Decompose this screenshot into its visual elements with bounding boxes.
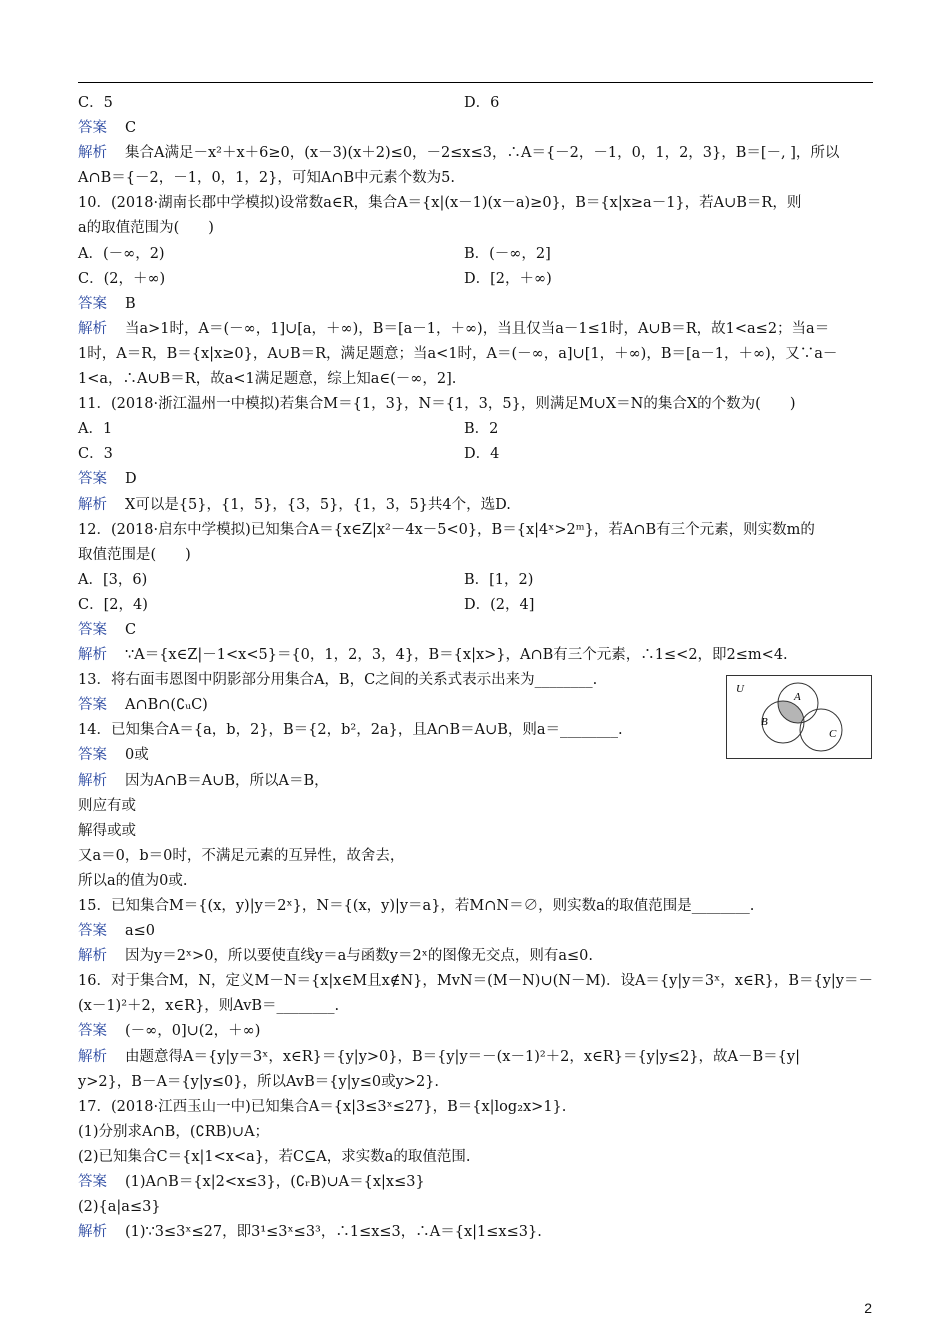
- option-row: [78, 91, 878, 116]
- text-line: 17．(2018·江西玉山一中)已知集合A＝{x|3≤3ˣ≤27}，B＝{x|log₂x>1}.: [78, 1098, 567, 1115]
- analysis-label: 解析: [78, 1048, 107, 1065]
- text-line: 13．将右面韦恩图中阴影部分用集合A，B，C之间的关系式表示出来为________.: [78, 672, 598, 689]
- venn-label-a: A: [794, 691, 801, 703]
- option-row: [78, 442, 878, 467]
- answer-label: 答案: [78, 747, 107, 764]
- text-line: (x－1)²＋2，x∈R}，则AvB＝________.: [78, 998, 340, 1015]
- answer-label: 答案: [78, 1023, 107, 1040]
- document-body: [78, 91, 878, 1245]
- header-rule: [78, 82, 873, 83]
- analysis-label: 解析: [78, 496, 107, 513]
- answer-label: 答案: [78, 621, 107, 638]
- venn-diagram: [726, 675, 872, 759]
- line-text: D: [125, 471, 137, 488]
- answer-line: [78, 292, 878, 317]
- text-line: (2){a|a≤3}: [78, 1199, 161, 1216]
- text-line: 14．已知集合A＝{a，b，2}，B＝{2，b²，2a}，且A∩B＝A∪B，则a＝________.: [78, 722, 623, 739]
- text-line: 11．(2018·浙江温州一中模拟)若集合M＝{1，3}，N＝{1，3，5}，则满足M∪X＝N的集合X的个数为( ): [78, 396, 796, 413]
- answer-label: 答案: [78, 120, 107, 137]
- option-row: [78, 267, 878, 292]
- analysis-line: [78, 141, 878, 166]
- option-left: C．[2，4): [78, 596, 148, 613]
- answer-line: [78, 919, 878, 944]
- line-text: 0或: [125, 747, 149, 764]
- line-text: 集合A满足－x²＋x＋6≥0，(x－3)(x＋2)≤0，－2≤x≤3，∴A＝{－2，－1，0，1，2，3}，B＝[－, ]，所以: [125, 145, 840, 162]
- answer-line: [78, 1170, 878, 1195]
- line-text: 因为y＝2ˣ>0，所以要使直线y＝a与函数y＝2ˣ的图像无交点，则有a≤0.: [125, 948, 593, 965]
- text-line: 则应有或: [78, 797, 136, 814]
- answer-label: 答案: [78, 1174, 107, 1191]
- answer-line: [78, 618, 878, 643]
- answer-line: [78, 693, 708, 718]
- analysis-line: [78, 317, 878, 342]
- option-left: C．5: [78, 95, 113, 111]
- option-right: B．(－∞，2]: [464, 245, 551, 262]
- analysis-label: 解析: [78, 647, 107, 664]
- answer-label: 答案: [78, 923, 107, 940]
- line-text: (1)∵3≤3ˣ≤27，即3¹≤3ˣ≤3³，∴1≤x≤3，∴A＝{x|1≤x≤3}.: [125, 1224, 542, 1241]
- analysis-line: [78, 493, 878, 518]
- text-line: 12．(2018·启东中学模拟)已知集合A＝{x∈Z|x²－4x－5<0}，B＝{x|4ˣ>2ᵐ}，若A∩B有三个元素，则实数m的: [78, 521, 815, 538]
- analysis-line: [78, 1045, 878, 1070]
- line-text: C: [125, 120, 137, 137]
- line-text: B: [125, 295, 136, 312]
- analysis-line: [78, 1220, 878, 1245]
- line-text: (－∞，0]∪(2，＋∞): [125, 1023, 261, 1040]
- text-line: 所以a的值为0或.: [78, 872, 188, 889]
- text-line: 又a＝0，b＝0时，不满足元素的互异性，故舍去，: [78, 847, 405, 864]
- answer-line: [78, 743, 708, 768]
- option-right: D．(2，4]: [464, 596, 535, 613]
- line-text: X可以是{5}，{1，5}，{3，5}，{1，3，5}共4个，选D.: [125, 496, 511, 513]
- option-right: B．2: [464, 421, 499, 438]
- line-text: 当a>1时，A＝(－∞，1]∪[a，＋∞)，B＝[a－1，＋∞)，当且仅当a－1≤1时，A∪B＝R，故1<a≤2；当a＝: [125, 320, 830, 337]
- line-text: (1)A∩B＝{x|2<x≤3}，(∁ᵣB)∪A＝{x|x≤3}: [125, 1174, 425, 1191]
- option-row: [78, 568, 878, 593]
- answer-line: [78, 467, 878, 492]
- page-number: 2: [864, 1300, 872, 1316]
- venn-label-b: B: [761, 716, 768, 728]
- text-line: 1时，A＝R，B＝{x|x≥0}，A∪B＝R，满足题意；当a<1时，A＝(－∞，a]∪[1，＋∞)，B＝[a－1，＋∞)，又∵a－: [78, 345, 838, 362]
- line-text: 由题意得A＝{y|y＝3ˣ，x∈R}＝{y|y>0}，B＝{y|y＝－(x－1)²＋2，x∈R}＝{y|y≤2}，故A－B＝{y|: [125, 1048, 800, 1065]
- analysis-line: [78, 643, 878, 668]
- line-text: a≤0: [125, 923, 156, 940]
- text-line: A∩B＝{－2，－1，0，1，2}，可知A∩B中元素个数为5.: [78, 170, 455, 187]
- text-line: 解得或或: [78, 822, 136, 839]
- text-line: 取值范围是( ): [78, 546, 191, 563]
- option-row: [78, 242, 878, 267]
- analysis-label: 解析: [78, 772, 107, 789]
- analysis-label: 解析: [78, 145, 107, 162]
- option-row: [78, 593, 878, 618]
- option-right: B．[1，2): [464, 571, 534, 588]
- option-right: D．4: [464, 446, 500, 463]
- option-left: C．3: [78, 446, 113, 463]
- text-line: 15．已知集合M＝{(x，y)|y＝2ˣ}，N＝{(x，y)|y＝a}，若M∩N＝∅，则实数a的取值范围是________.: [78, 898, 755, 914]
- option-left: A．1: [78, 421, 113, 438]
- text-line: a的取值范围为( ): [78, 220, 214, 237]
- answer-line: [78, 1019, 878, 1044]
- line-text: A∩B∩(∁ᵤC): [125, 697, 208, 714]
- analysis-line: [78, 769, 878, 794]
- venn-label-c: C: [829, 728, 837, 740]
- text-line: 16．对于集合M，N，定义M－N＝{x|x∈M且x∉N}，MvN＝(M－N)∪(N－M)．设A＝{y|y＝3ˣ，x∈R}，B＝{y|y＝－: [78, 973, 873, 990]
- analysis-label: 解析: [78, 1224, 107, 1241]
- line-text: ∵A＝{x∈Z|－1<x<5}＝{0，1，2，3，4}，B＝{x|x>}，A∩B有三个元素，∴1≤<2，即2≤m<4.: [125, 647, 788, 664]
- option-right: D．[2，＋∞): [464, 270, 552, 287]
- answer-label: 答案: [78, 471, 107, 488]
- analysis-label: 解析: [78, 320, 107, 337]
- answer-line: [78, 116, 878, 141]
- analysis-line: [78, 944, 878, 969]
- option-right: D．6: [464, 95, 500, 111]
- text-line: (1)分别求A∩B，(∁RB)∪A；: [78, 1123, 270, 1140]
- text-line: 1<a，∴A∪B＝R，故a<1满足题意，综上知a∈(－∞，2].: [78, 371, 457, 388]
- venn-label-u: U: [736, 683, 744, 695]
- analysis-label: 解析: [78, 948, 107, 965]
- line-text: C: [125, 621, 137, 638]
- text-line: y>2}，B－A＝{y|y≤0}，所以AvB＝{y|y≤0或y>2}.: [78, 1073, 440, 1090]
- line-text: 因为A∩B＝A∪B，所以A＝B，: [125, 772, 329, 789]
- text-line: 10．(2018·湖南长郡中学模拟)设常数a∈R，集合A＝{x|(x－1)(x－a)≥0}，B＝{x|x≥a－1}，若A∪B＝R，则: [78, 195, 802, 212]
- answer-label: 答案: [78, 697, 107, 714]
- option-left: A．(－∞，2): [78, 245, 165, 262]
- option-left: C．(2，＋∞): [78, 270, 166, 287]
- option-row: [78, 417, 878, 442]
- text-line: (2)已知集合C＝{x|1<x<a}，若C⊆A，求实数a的取值范围.: [78, 1148, 471, 1165]
- option-left: A．[3，6): [78, 571, 148, 588]
- answer-label: 答案: [78, 295, 107, 312]
